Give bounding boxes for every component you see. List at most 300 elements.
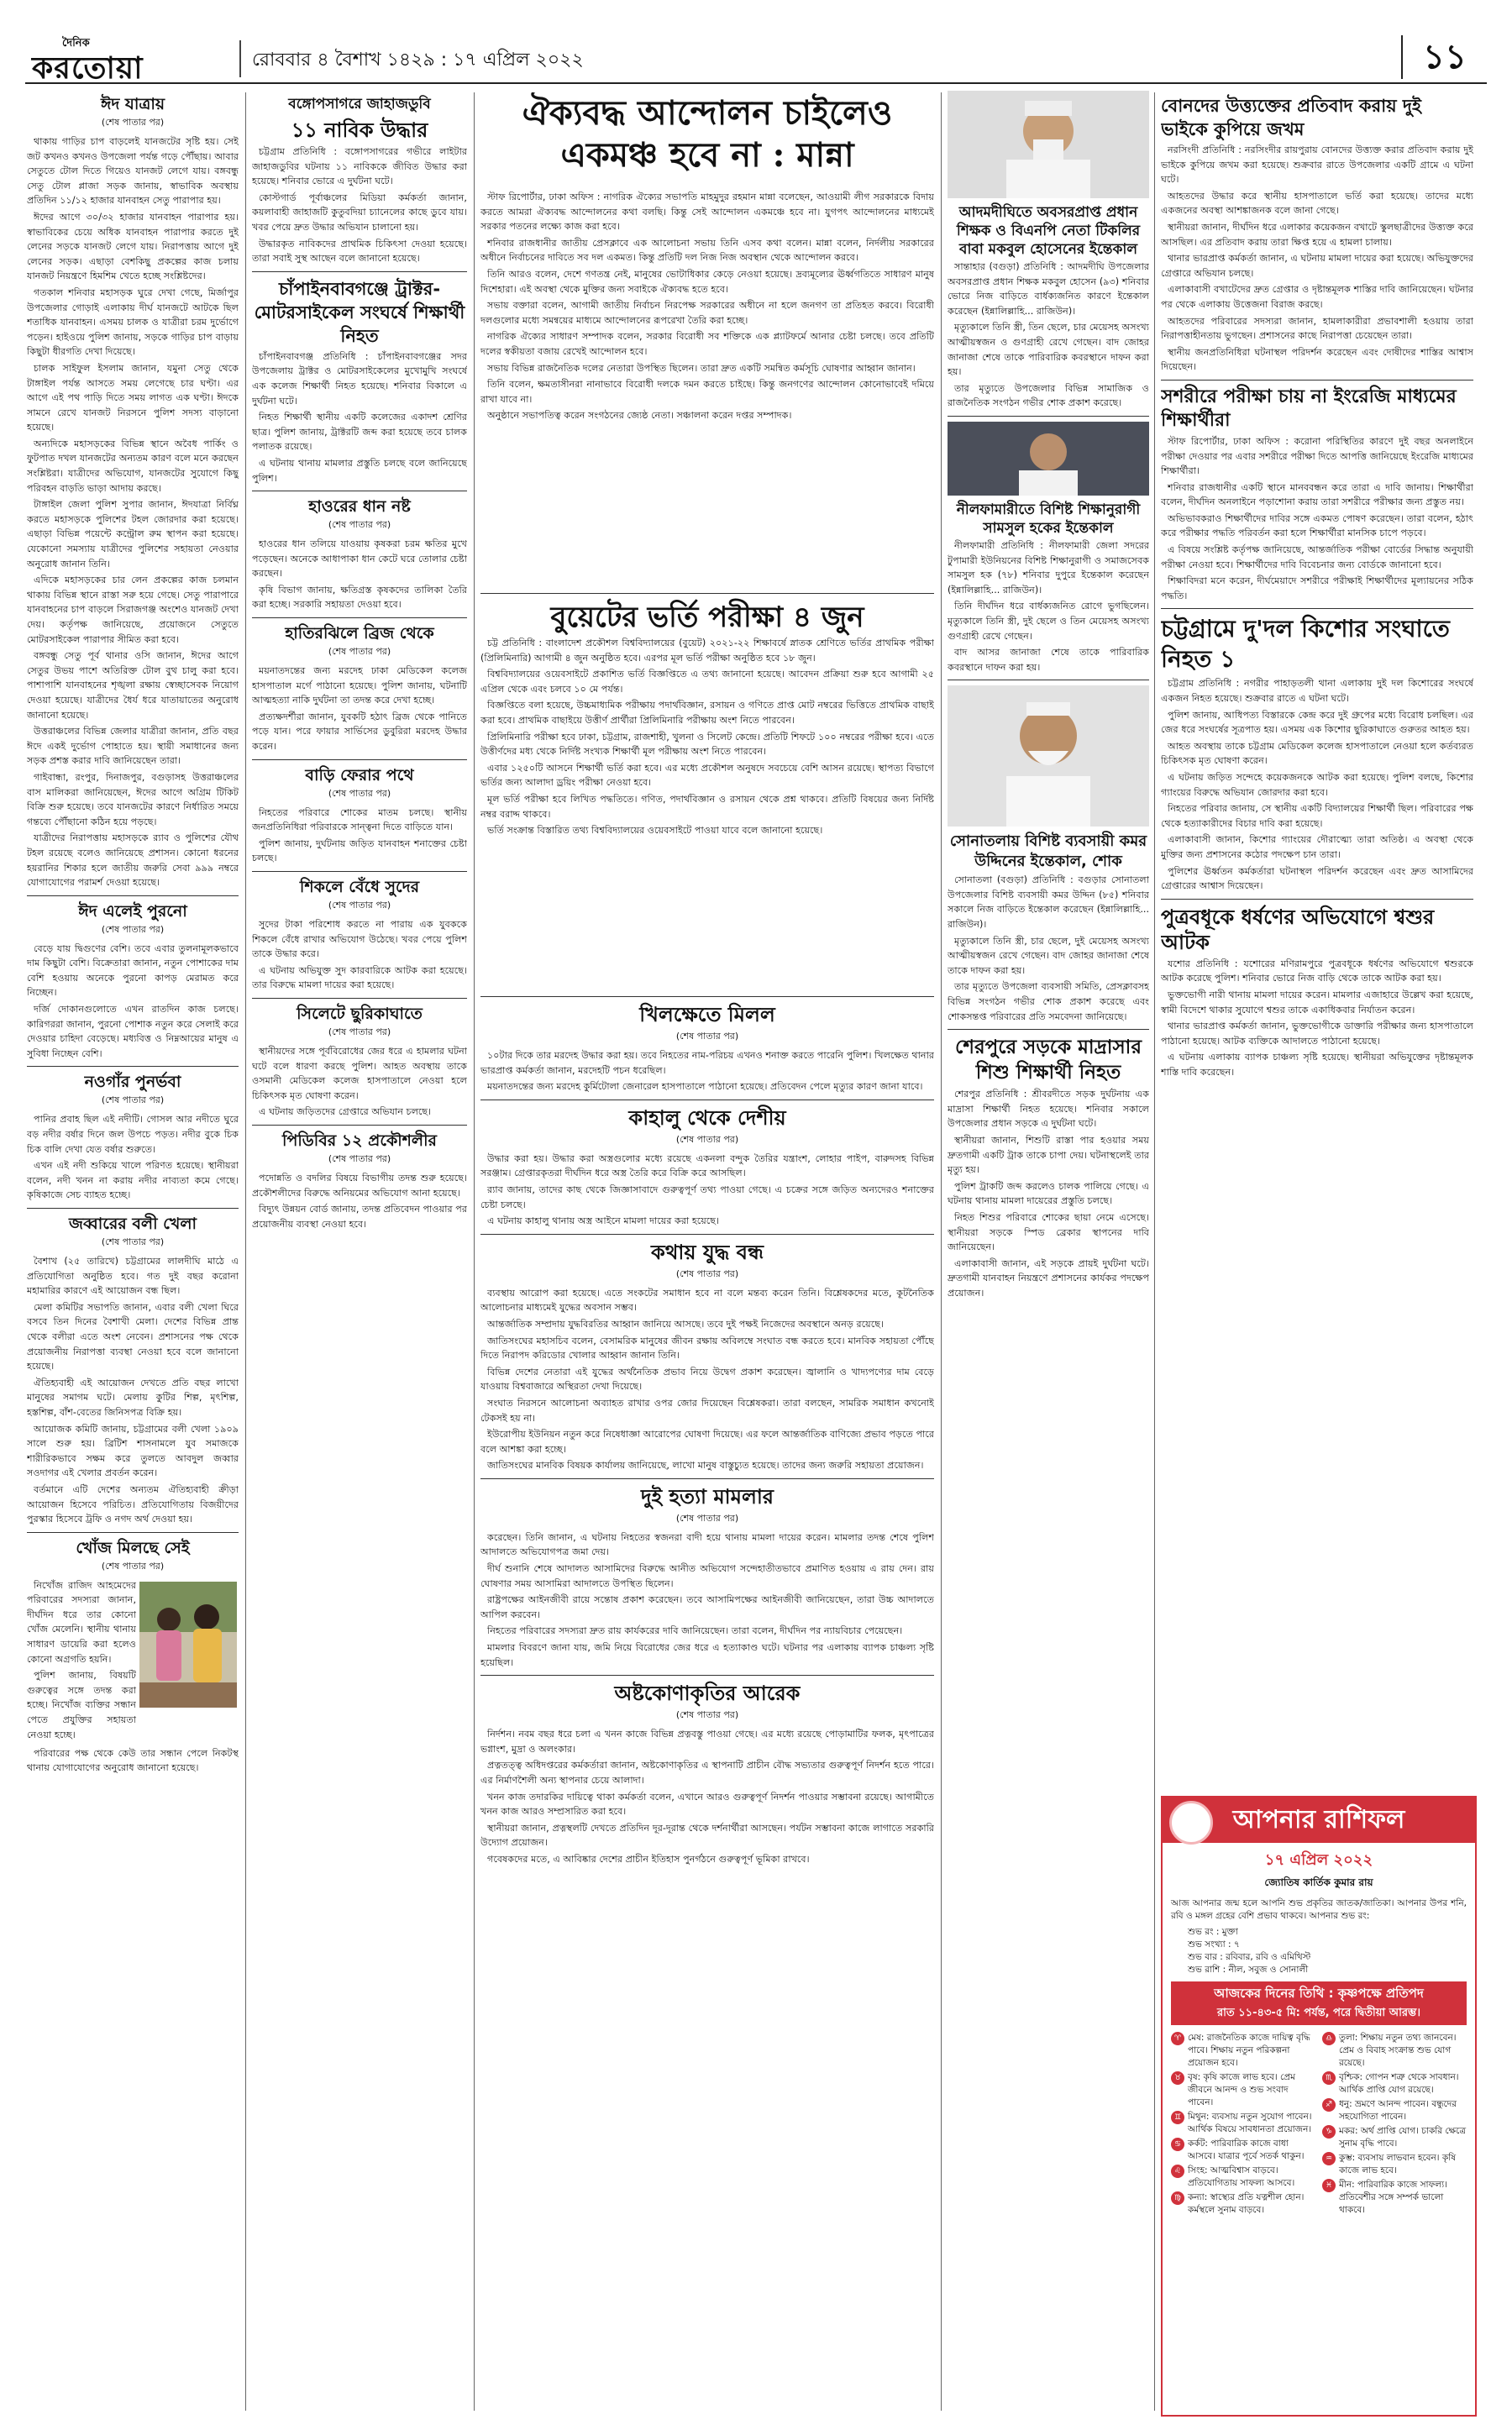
tithi-banner [1171, 1981, 1467, 2025]
continued-label: (শেষ পাতার পর) [328, 646, 391, 658]
divider [480, 996, 934, 997]
paragraph: নরসিংদী প্রতিনিধি : নরসিংদীর রায়পুরায় বোনদের উত্ত্যক্ত করার প্রতিবাদ করায় দুই ভাইকে কুপিয়ে জখম করা হয়েছে। শুক্রবার রাতে উপজেলার একটি গ্রামে এ ঘটনা ঘটে। [1161, 144, 1473, 186]
obituary-article-1 [948, 260, 1149, 411]
divider [948, 416, 1149, 417]
pisces-icon: ♓ [1322, 2179, 1336, 2192]
divider [252, 871, 467, 872]
buet-article-block [480, 588, 934, 983]
divider [1161, 608, 1473, 609]
divider [252, 759, 467, 760]
article-way-home [252, 806, 467, 866]
headline-nilphamari: নীলফামারীতে বিশিষ্ট শিক্ষানুরাগী সামসুল হকের ইন্তেকাল [956, 501, 1141, 537]
paragraph: ১০টার দিকে তার মরদেহ উদ্ধার করা হয়। তবে নিহতের নাম-পরিচয় এখনও শনাক্ত করতে পারেনি পুলিশ। খিলক্ষেত থানার ভারপ্রাপ্ত কর্মকর্তা জানান, মরদেহটি পচন ধরেছিল। [480, 1050, 934, 1076]
divider [252, 271, 467, 272]
divider [480, 1675, 934, 1676]
article-hatirjheel [252, 664, 467, 754]
article-missing-found-2 [27, 1746, 239, 1776]
paragraph: সভায় বক্তারা বলেন, আগামী জাতীয় নির্বাচন নিরপেক্ষ সরকারের অধীনে না হলে জনগণ তা প্রতিহত করবে। বিরোধী দলগুলোর মধ্যে সমন্বয়ের মাধ্যমে আন্দোলনের রূপরেখা তৈরি করা হচ্ছে। [480, 300, 934, 326]
lead-headline-line-1: ঐক্যবদ্ধ আন্দোলন চাইলেও [522, 93, 893, 133]
zodiac-text: মীন: পারিবারিক কাজে সাফল্য। প্রতিবেশীর সঙ্গে সম্পর্ক ভালো থাকবে। [1339, 2180, 1447, 2215]
article-sisters-protest [1161, 143, 1473, 375]
zodiac-grid [1171, 2032, 1467, 2218]
paragraph: ভর্তি সংক্রান্ত বিস্তারিত তথ্য বিশ্ববিদ্যালয়ের ওয়েবসাইটে পাওয়া যাবে বলে জানানো হয়েছে। [487, 825, 823, 837]
paragraph: অনুষ্ঠানে সভাপতিত্ব করেন সংগঠনের জ্যেষ্ঠ নেতা। সঞ্চালনা করেন দপ্তর সম্পাদক। [487, 410, 792, 422]
lucky-value: মুক্তা [1221, 1927, 1238, 1937]
paragraph: এ ঘটনায় অভিযুক্ত সুদ কারবারিকে আটক করা হয়েছে। তার বিরুদ্ধে মামলা দায়ের করা হয়েছে। [252, 964, 467, 991]
zodiac-column-right [1322, 2032, 1467, 2218]
headline-chain-interest: শিকলে বেঁধে সুদের [299, 878, 420, 896]
zodiac-text: কন্যা: স্বাস্থ্যের প্রতি যত্নশীল হোন। কর্মস্থলে সুনাম বাড়বে। [1188, 2192, 1305, 2215]
headline-buet: বুয়েটের ভর্তি পরীক্ষা ৪ জুন [550, 601, 864, 634]
headline-way-home: বাড়ি ফেরার পথে [305, 765, 414, 785]
paragraph: সান্তাহার (বগুড়া) প্রতিনিধি : আদমদীঘি উপজেলার অবসরপ্রাপ্ত প্রধান শিক্ষক মকবুল হোসেন (৯৩) শনিবার ভোরে নিজ বাড়িতে বার্ধক্যজনিত কারণে ইন্তেকাল করেছেন (ইন্নালিল্লাহি... রাজিউন)। [948, 261, 1149, 317]
article-chain-interest [252, 917, 467, 993]
aries-icon: ♈ [1171, 2032, 1184, 2045]
zodiac-entry [1171, 2191, 1315, 2217]
lucky-label: শুভ সংখ্যা [1188, 1939, 1226, 1950]
divider [27, 895, 239, 896]
article-kahalu [480, 1152, 934, 1229]
paragraph: মৃত্যুকালে তিনি স্ত্রী, চার ছেলে, দুই মেয়েসহ অসংখ্য আত্মীয়স্বজন রেখে গেছেন। বাদ জোহর জানাজা শেষে তাকে দাফন করা হয়। [948, 935, 1149, 976]
paragraph: এদিকে মহাসড়কের চার লেন প্রকল্পের কাজ চলমান থাকায় বিভিন্ন স্থানে রাস্তা সরু হয়ে গেছে। সেতু পারাপারে যানবাহনের চাপ বাড়লে সিরাজগঞ্জ অংশেও যানজট দেখা দেয়। কর্তৃপক্ষ জানিয়েছে, প্রয়োজনে সেতুতে মোটরসাইকেল পারাপার সীমিত করা হবে। [27, 575, 239, 645]
paragraph: বিদ্যুৎ উন্নয়ন বোর্ড জানায়, তদন্ত প্রতিবেদন পাওয়ার পর প্রয়োজনীয় ব্যবস্থা নেওয়া হবে। [252, 1204, 467, 1230]
continued-label: (শেষ পাতার পর) [101, 1094, 165, 1106]
horoscope-date: ১৭ এপ্রিল ২০২২ [1264, 1851, 1373, 1869]
sagittarius-icon: ♐ [1322, 2098, 1336, 2112]
paragraph: এ ঘটনায় জড়িতদের গ্রেপ্তারে অভিযান চলছে। [259, 1106, 432, 1118]
paragraph: এলাকাবাসী জানান, এই সড়কে প্রায়ই দুর্ঘটনা ঘটে। দ্রুতগামী যানবাহন নিয়ন্ত্রণে প্রশাসনের কার্যকর পদক্ষেপ প্রয়োজন। [948, 1257, 1149, 1299]
article-nilphamari [948, 538, 1149, 674]
paragraph: ময়নাতদন্তের জন্য মরদেহ কুর্মিটোলা জেনারেল হাসপাতালে পাঠানো হয়েছে। প্রতিবেদন পেলে মৃত্যুর কারণ জানা যাবে। [487, 1081, 923, 1093]
headline-chapai-accident: চাঁপাইনবাবগঞ্জে ট্রাক্টর-মোটরসাইকেল সংঘর্ষে শিক্ষার্থী নিহত [254, 278, 465, 346]
headline-pdb-engineers: পিডিবির ১২ প্রকৌশলীর [282, 1131, 437, 1150]
headline-english-medium: সশরীরে পরীক্ষা চায় না ইংরেজি মাধ্যমের শিক্ষার্থীরা [1161, 386, 1457, 431]
portrait-elderly-man [948, 91, 1149, 198]
paragraph: সভায় বিভিন্ন রাজনৈতিক দলের নেতারা উপস্থিত ছিলেন। তারা দ্রুত একটি সমন্বিত কর্মসূচি ঘোষণার আহ্বান জানান। [487, 362, 916, 374]
paragraph: প্রিলিমিনারি পরীক্ষা হবে ঢাকা, চট্টগ্রাম, রাজশাহী, খুলনা ও সিলেট কেন্দ্রে। প্রতিটি শিফটে ১০০ নম্বরের পরীক্ষা হবে। এতে উত্তীর্ণদের মধ্য থেকে নির্দিষ্ট সংখ্যক শিক্ষার্থী মূল পরীক্ষায় অংশ নিতে পারবেন। [480, 731, 934, 758]
article-sherpur [948, 1087, 1149, 1300]
paragraph: এ ঘটনায় কাহালু থানায় অস্ত্র আইনে মামলা দায়ের করা হয়েছে। [487, 1215, 720, 1227]
paragraph: নিহতের পরিবার জানায়, সে স্থানীয় একটি বিদ্যালয়ের শিক্ষার্থী ছিল। পরিবারের পক্ষ থেকে হত্যাকারীদের বিচার দাবি করা হয়েছে। [1161, 803, 1473, 829]
paragraph: মেলা কমিটির সভাপতি জানান, এবার বলী খেলা ঘিরে বসবে তিন দিনের বৈশাখী মেলা। দেশের বিভিন্ন প্রান্ত থেকে বলীরা এতে অংশ নেবেন। প্রশাসনের পক্ষ থেকে প্রয়োজনীয় নিরাপত্তা ব্যবস্থা নেওয়া হবে বলে জানানো হয়েছে। [27, 1301, 239, 1372]
continued-label: (শেষ পাতার পর) [328, 1026, 391, 1037]
zodiac-entry [1322, 2125, 1467, 2150]
paragraph: সুদের টাকা পরিশোধ করতে না পারায় এক যুবককে শিকলে বেঁধে রাখার অভিযোগ উঠেছে। খবর পেয়ে পুলিশ তাকে উদ্ধার করে। [252, 919, 467, 960]
paragraph: শনিবার রাজধানীর জাতীয় প্রেসক্লাবে এক আলোচনা সভায় তিনি এসব কথা বলেন। মান্না বলেন, নির্দলীয় সরকারের অধীনে নির্বাচনের দাবিতে সব দল একমত। কিন্তু প্রতিটি দল নিজ নিজ অবস্থান থেকে আন্দোলন করবে। [480, 237, 934, 264]
paragraph: শেরপুর প্রতিনিধি : শ্রীবরদীতে সড়ক দুর্ঘটনায় এক মাদ্রাসা শিক্ষার্থী নিহত হয়েছে। শনিবার সকালে উপজেলার প্রধান সড়কে এ দুর্ঘটনা ঘটে। [948, 1089, 1149, 1130]
divider [252, 1125, 467, 1126]
zodiac-column-left [1171, 2032, 1315, 2218]
continued-label: (শেষ পাতার পর) [328, 1152, 391, 1164]
headline-chittagong-teen: চট্টগ্রামে দু'দল কিশোর সংঘাতে নিহত ১ [1161, 615, 1450, 674]
paragraph: শনিবার রাজধানীর একটি স্থানে মানববন্ধন করে তারা এ দাবি জানায়। শিক্ষার্থীরা বলেন, দীর্ঘদিন অনলাইনে পড়াশোনা করায় তারা সশরীরে পরীক্ষার জন্য প্রস্তুত নয়। [1161, 481, 1473, 508]
column-5 [948, 91, 1149, 2417]
paragraph: সংঘাত নিরসনে আলোচনা অব্যাহত রাখার ওপর জোর দিয়েছেন বিশ্লেষকরা। তারা বলছেন, সামরিক সমাধান কখনোই টেকসই হয় না। [480, 1397, 934, 1424]
paragraph: পানির প্রবাহ ছিল এই নদীটি। গোসল আর নদীতে ঘুরে বড় নদীর বর্ষার দিনে জল উপচে পড়ত। নদীর বুকে চিক চিক বালি দেখা যেত বর্ষার শুরুতে। [27, 1114, 239, 1155]
paragraph: অভিভাবকরাও শিক্ষার্থীদের দাবির সঙ্গে একমত পোষণ করেছেন। তারা বলেন, হঠাৎ করে পরীক্ষার পদ্ধতি পরিবর্তন করা হলে শিক্ষার্থীরা মানসিক চাপে পড়বে। [1161, 512, 1473, 539]
paragraph: নির্দশন। নবম বছর ধরে চলা এ খনন কাজে বিভিন্ন প্রত্নবস্তু পাওয়া গেছে। এর মধ্যে রয়েছে পোড়ামাটির ফলক, মৃৎপাত্রের ভগ্নাংশ, মুদ্রা ও অলংকার। [480, 1729, 934, 1755]
continued-label: (শেষ পাতার পর) [328, 787, 391, 799]
zodiac-entry [1171, 2071, 1315, 2109]
center-continuations [480, 991, 934, 2411]
paragraph: নিহত শিক্ষার্থী স্থানীয় একটি কলেজের একাদশ শ্রেণির ছাত্র। পুলিশ জানায়, ট্রাক্টরটি জব্দ করা হয়েছে তবে চালক পলাতক রয়েছে। [252, 412, 467, 453]
headline-octagonal: অষ্টকোণাকৃতির আরেক [614, 1682, 801, 1706]
lucky-label: শুভ রাশি [1188, 1965, 1221, 1975]
continued-label: (শেষ পাতার পর) [101, 1236, 165, 1247]
continued-label: (শেষ পাতার পর) [101, 1560, 165, 1572]
headline-khilkhet: খিলক্ষেতে মিলল [639, 1003, 775, 1026]
headline-two-murder: দুই হত্যা মামলার [641, 1484, 774, 1509]
paragraph: ব্যবস্থায় আরোপ করা হয়েছে। এতে সংকটের সমাধান হবে না বলে মন্তব্য করেন তিনি। বিশ্লেষকদের মতে, কূটনৈতিক আলোচনার মাধ্যমেই যুদ্ধের অবসান সম্ভব। [480, 1287, 934, 1314]
paragraph: চাঁপাইনবাবগঞ্জ প্রতিনিধি : চাঁপাইনবাবগঞ্জের সদর উপজেলায় ট্রাক্টর ও মোটরসাইকেলের মুখোমুখি সংঘর্ষে এক কলেজ শিক্ষার্থী নিহত হয়েছে। শনিবার বিকালে এ দুর্ঘটনা ঘটে। [252, 350, 467, 407]
article-pdb-engineers [252, 1171, 467, 1231]
column-rule [474, 92, 475, 2411]
paragraph: নীলফামারী প্রতিনিধি : নীলফামারী জেলা সদরের টুপামারী ইউনিয়নের বিশিষ্ট শিক্ষানুরাগী ও সমাজসেবক সামসুল হক (৭৮) শনিবার দুপুরে ইন্তেকাল করেছেন (ইন্নালিল্লাহি... রাজিউন)। [948, 539, 1149, 596]
missing-children-photo [139, 1582, 237, 1708]
horoscope-content [1171, 1848, 1467, 2218]
zodiac-text: তুলা: শিক্ষায় নতুন তথ্য জানবেন। প্রেম ও বিবাহ সংক্রান্ত শুভ যোগ রয়েছে। [1339, 2033, 1457, 2068]
continued-label: (শেষ পাতার পর) [328, 519, 391, 531]
divider [480, 1234, 934, 1235]
paragraph: বিশ্ববিদ্যালয়ের ওয়েবসাইটে প্রকাশিত ভর্তি বিজ্ঞপ্তিতে এ তথ্য জানানো হয়েছে। আবেদন প্রক্রিয়া শুরু হবে আগামী ২৫ এপ্রিল থেকে এবং চলবে ১০ মে পর্যন্ত। [480, 669, 934, 695]
zodiac-entry [1322, 2179, 1467, 2217]
lucky-list [1188, 1926, 1467, 1976]
article-father-in-law [1161, 957, 1473, 1080]
paragraph: তিনি আরও বলেন, দেশে গণতন্ত্র নেই, মানুষের ভোটাধিকার কেড়ে নেওয়া হয়েছে। দ্রব্যমূল্যের ঊর্ধ্বগতিতে সাধারণ মানুষ দিশেহারা। এই অবস্থা থেকে মুক্তির জন্য সবাইকে ঐক্যবদ্ধ হতে হবে। [480, 268, 934, 295]
cancer-icon: ♋ [1171, 2138, 1184, 2151]
tithi-time: রাত ১১-৪৩-৫ মি: পর্যন্ত, পরে দ্বিতীয়া আরম্ভ। [1217, 2007, 1420, 2019]
headline-hatirjheel: হাতিরঝিলে ব্রিজ থেকে [285, 624, 434, 643]
paragraph: স্টাফ রিপোর্টার, ঢাকা অফিস : নাগরিক ঐক্যের সভাপতি মাহমুদুর রহমান মান্না বলেছেন, আওয়ামী লীগ সরকারকে বিদায় করতে আমরা ঐক্যবদ্ধ আন্দোলনের কথা বলছি। কিন্তু সেই আন্দোলন একমঞ্চে হবে না। যুগপৎ আন্দোলনের মাধ্যমেই সরকার পতনের লক্ষ্যে কাজ করা হবে। [480, 192, 934, 233]
paragraph: ময়নাতদন্তের জন্য মরদেহ ঢাকা মেডিকেল কলেজ হাসপাতাল মর্গে পাঠানো হয়েছে। পুলিশ জানায়, ঘটনাটি আত্মহত্যা নাকি দুর্ঘটনা তা তদন্ত করে দেখা হচ্ছে। [252, 665, 467, 706]
article-buet [480, 636, 934, 838]
gemini-icon: ♊ [1171, 2111, 1184, 2124]
paragraph: প্রত্নতত্ত্ব অধিদপ্তরের কর্মকর্তারা জানান, অষ্টকোণাকৃতির এ স্থাপনাটি প্রাচীন বৌদ্ধ সভ্যতার গুরুত্বপূর্ণ নিদর্শন হতে পারে। এর নির্মাণশৈলী অন্য স্থাপনার চেয়ে আলাদা। [480, 1760, 934, 1786]
zodiac-entry [1171, 2111, 1315, 2136]
article-jabbar-boli [27, 1254, 239, 1527]
kicker-ship-sink: বঙ্গোপসাগরে জাহাজডুবি [288, 96, 431, 113]
paragraph: আন্তর্জাতিক সম্প্রদায় যুদ্ধবিরতির আহ্বান জানিয়ে আসছে। তবে দুই পক্ষই নিজেদের অবস্থানে অনড় রয়েছে। [487, 1318, 885, 1330]
paragraph: বিভিন্ন দেশের নেতারা এই যুদ্ধের অর্থনৈতিক প্রভাব নিয়ে উদ্বেগ প্রকাশ করেছেন। জ্বালানি ও খাদ্যপণ্যের দাম বেড়ে যাওয়ায় বিশ্ববাজারে অস্থিরতা দেখা দিয়েছে। [480, 1366, 934, 1393]
headline-eid-journey: ঈদ যাত্রায় [100, 95, 165, 113]
masthead [25, 34, 1487, 84]
divider [27, 1066, 239, 1067]
article-chapai-accident [252, 349, 467, 485]
paragraph: নিহতের পরিবারের সদস্যরা দ্রুত রায় কার্যকরের দাবি জানিয়েছেন। তারা বলেন, দীর্ঘদিন পর ন্যায়বিচার পেয়েছেন। [487, 1625, 903, 1637]
paragraph: দর্জি দোকানগুলোতে এখন রাতদিন কাজ চলছে। কারিগররা জানান, পুরনো পোশাক নতুন করে সেলাই করে দেওয়ার চাহিদা বেড়েছে। মধ্যবিত্ত ও নিম্নআয়ের মানুষ এ সুবিধা নিচ্ছেন বেশি। [27, 1004, 239, 1059]
lucky-label: শুভ বার [1188, 1952, 1217, 1962]
paragraph: উদ্ধার করা হয়। উদ্ধার করা অস্ত্রগুলোর মধ্যে রয়েছে একনলা বন্দুক তৈরির যন্ত্রাংশ, লোহার পাইপ, বারুদসহ বিভিন্ন সরঞ্জাম। গ্রেপ্তারকৃতরা দীর্ঘদিন ধরে অস্ত্র তৈরি করে বিক্রি করে আসছিল। [480, 1152, 934, 1179]
horoscope-box [1161, 1796, 1477, 2417]
divider [948, 1029, 1149, 1030]
divider [480, 593, 934, 594]
paragraph: প্রত্যক্ষদর্শীরা জানান, যুবকটি হঠাৎ ব্রিজ থেকে পানিতে পড়ে যান। পরে ফায়ার সার্ভিসের ডুবুরিরা মরদেহ উদ্ধার করেন। [252, 711, 467, 753]
obituary-photo-2 [948, 422, 1149, 497]
paragraph: তার মৃত্যুতে উপজেলা ব্যবসায়ী সমিতি, প্রেসক্লাবসহ বিভিন্ন সংগঠন গভীর শোক প্রকাশ করেছে এবং শোকসন্তপ্ত পরিবারের প্রতি সমবেদনা জানিয়েছে। [948, 981, 1149, 1022]
paragraph: গতকাল শনিবার মহাসড়ক ঘুরে দেখা গেছে, মির্জাপুর উপজেলার গোড়াই এলাকায় দীর্ঘ যানজটে আটকে ছিল শতাধিক যানবাহন। এসময় চালক ও যাত্রীরা চরম দুর্ভোগে পড়েন। হাইওয়ে পুলিশ জানায়, সড়কে গাড়ির চাপ বাড়ায় কিছুটা ধীরগতি দেখা দিয়েছে। [27, 286, 239, 358]
paragraph: আহতদের উদ্ধার করে স্থানীয় হাসপাতালে ভর্তি করা হয়েছে। তাদের মধ্যে একজনের অবস্থা আশঙ্কাজনক বলে জানা গেছে। [1161, 190, 1473, 217]
article-ship-sink [252, 144, 467, 266]
tithi-title: আজকের দিনের তিথি : কৃষ্ণপক্ষে প্রতিপদ [1214, 1986, 1424, 2001]
paragraph: যাত্রীদের নিরাপত্তায় মহাসড়কে র‍্যাব ও পুলিশের যৌথ টহল রয়েছে বলেও জানিয়েছে প্রশাসন। কোনো ধরনের হয়রানির শিকার হলে জাতীয় জরুরি সেবা ৯৯৯ নম্বরে যোগাযোগের পরামর্শ দেওয়া হয়েছে। [27, 832, 239, 889]
paragraph: নাগরিক ঐক্যের সাধারণ সম্পাদক বলেন, সরকার বিরোধী সব শক্তিকে এক প্ল্যাটফর্মে আনার চেষ্টা চলছে। তবে প্রতিটি দলের স্বকীয়তা বজায় রেখেই আন্দোলন হবে। [480, 331, 934, 357]
paragraph: এলাকাবাসী বখাটেদের দ্রুত গ্রেপ্তার ও দৃষ্টান্তমূলক শাস্তির দাবি জানিয়েছেন। ঘটনার পর থেকে এলাকায় উত্তেজনা বিরাজ করছে। [1161, 284, 1473, 310]
lucky-value: নীল, সবুজ ও সোনালী [1228, 1965, 1309, 1975]
paragraph: থানার ভারপ্রাপ্ত কর্মকর্তা জানান, এ ঘটনায় মামলা দায়ের করা হয়েছে। অভিযুক্তদের গ্রেপ্তারে অভিযান চলছে। [1161, 253, 1473, 279]
horoscope-intro: আজ আপনার জন্ম হলে আপনি শুভ প্রকৃতির জাতক/জাতিকা। আপনার উপর শনি, রবি ও মঙ্গল গ্রহের বেশি প্রভাব থাকবে। আপনার শুভ রং: [1171, 1898, 1467, 1921]
paragraph: মামলার বিবরণে জানা যায়, জমি নিয়ে বিরোধের জের ধরে এ হত্যাকাণ্ড ঘটে। ঘটনার পর এলাকায় ব্যাপক চাঞ্চল্য সৃষ্টি হয়েছিল। [480, 1642, 934, 1668]
headline-naogaon-river: নওগাঁর পুনর্ভবা [84, 1073, 181, 1092]
paragraph: এ বিষয়ে সংশ্লিষ্ট কর্তৃপক্ষ জানিয়েছে, আন্তর্জাতিক পরীক্ষা বোর্ডের সিদ্ধান্ত অনুযায়ী পরীক্ষা নেওয়া হবে। শিক্ষার্থীদের দাবি বিবেচনার জন্য বোর্ডকে জানানো হবে। [1161, 544, 1473, 570]
paragraph: অন্যদিকে মহাসড়কের বিভিন্ন স্থানে অবৈধ পার্কিং ও ফুটপাত দখল যানজটের অন্যতম কারণ বলে মনে করছেন সংশ্লিষ্টরা। যাত্রীদের অভিযোগ, যানজটের সুযোগে কিছু পরিবহন বাড়তি ভাড়া আদায় করছে। [27, 438, 239, 494]
paragraph: ঈদের আগে ৩০/৩২ হাজার যানবাহন পারাপার হয়। স্বাভাবিকের চেয়ে অধিক যানবাহন পারাপার করতে দুই লেনের সড়কে যানজট লেগে যায়। নিরাপত্তায় আগে দুই লেনের সড়ক। এছাড়া বেশকিছু প্রকল্পের কাজ চলায় যানজট নিয়ন্ত্রণে হিমশিম খেতে হচ্ছে সংশ্লিষ্টদের। [27, 211, 239, 282]
children-photo-image [139, 1582, 237, 1708]
logo-text: করতোয়া [32, 50, 144, 86]
zodiac-text: কুম্ভ: ব্যবসায় লাভবান হবেন। কৃষি কাজে লাভ হবে। [1339, 2153, 1457, 2175]
headline-eid-old: ঈদ এলেই পুরনো [78, 901, 187, 921]
paragraph: স্টাফ রিপোর্টার, ঢাকা অফিস : করোনা পরিস্থিতির কারণে দুই বছর অনলাইনে পরীক্ষা দেওয়ার পর এবার সশরীরে পরীক্ষা দিতে আপত্তি জানিয়েছে ইংরেজি মাধ্যমের শিক্ষার্থীরা। [1161, 435, 1473, 477]
newspaper-logo [32, 35, 217, 86]
paragraph: কোস্টগার্ড পূর্বাঞ্চলের মিডিয়া কর্মকর্তা জানান, কয়লাবাহী জাহাজটি কুতুবদিয়া চ্যানেলের কাছে ডুবে যায়। খবর পেয়ে দ্রুত উদ্ধার অভিযান চালানো হয়। [252, 192, 467, 233]
lead-headline-block [480, 92, 934, 185]
article-sonatola [948, 873, 1149, 1024]
headline-father-in-law: পুত্রবধূকে ধর্ষণের অভিযোগে শ্বশুর আটক [1161, 905, 1435, 954]
paragraph: বঙ্গবন্ধু সেতু পূর্ব থানার ওসি জানান, ঈদের আগে সেতুর উভয় পাশে অতিরিক্ত টোল বুথ চালু করা হবে। পাশাপাশি যানবাহনের শৃঙ্খলা রক্ষায় স্বেচ্ছাসেবক নিয়োগ দেওয়া হয়েছে। যাত্রীদের ধৈর্য ধরে যাতায়াতের অনুরোধ জানানো হয়েছে। [27, 650, 239, 721]
column-6 [1161, 91, 1473, 1789]
leo-icon: ♌ [1171, 2165, 1184, 2178]
paragraph: ঐতিহ্যবাহী এই আয়োজন দেখতে প্রতি বছর লাখো মানুষের সমাগম ঘটে। মেলায় কুটির শিল্প, মৃৎশিল্প, হস্তশিল্প, বাঁশ-বেতের জিনিসপত্র বিক্রি হয়। [27, 1377, 239, 1418]
zodiac-entry [1322, 2032, 1467, 2070]
continued-label: (শেষ পাতার পর) [101, 923, 165, 935]
column-2 [252, 91, 467, 2417]
continued-label: (শেষ পাতার পর) [675, 1133, 739, 1145]
horoscope-astrologer: জ্যোতিষ কার্তিক কুমার রায় [1264, 1876, 1373, 1888]
column-rule [1154, 92, 1155, 2411]
continued-label: (শেষ পাতার পর) [675, 1031, 739, 1042]
divider [480, 1478, 934, 1479]
paragraph: শিক্ষাবিদরা মনে করেন, দীর্ঘমেয়াদে সশরীরে পরীক্ষাই শিক্ষার্থীদের মূল্যায়নের সঠিক পদ্ধতি। [1161, 575, 1473, 601]
divider [1161, 380, 1473, 381]
obituary-caption-1: আদমদীঘিতে অবসরপ্রাপ্ত প্রধান শিক্ষক ও বিএনপি নেতা টিকলির বাবা মকবুল হোসেনের ইন্তেকাল [956, 204, 1141, 258]
zodiac-text: মেষ: রাজনৈতিক কাজে দায়িত্ব বৃদ্ধি পাবে। শিক্ষায় নতুন পরিকল্পনা প্রয়োজন হবে। [1188, 2033, 1310, 2068]
paragraph: চট্ট প্রতিনিধি : বাংলাদেশ প্রকৌশল বিশ্ববিদ্যালয়ের (বুয়েট) ২০২১-২২ শিক্ষাবর্ষে স্নাতক শ্রেণিতে ভর্তির প্রাথমিক পরীক্ষা (প্রিলিমিনারি) আগামী ৪ জুন অনুষ্ঠিত হবে। এরপর মূল ভর্তি পরীক্ষা অনুষ্ঠিত হবে ১৮ জুন। [480, 638, 934, 664]
paragraph: এ ঘটনায় থানায় মামলার প্রস্তুতি চলছে বলে জানিয়েছে পুলিশ। [252, 457, 467, 484]
paragraph: চট্টগ্রাম প্রতিনিধি : নগরীর পাহাড়তলী থানা এলাকায় দুই দল কিশোরের সংঘর্ষে একজন নিহত হয়েছে। শুক্রবার রাতে এ ঘটনা ঘটে। [1161, 678, 1473, 705]
headline-sherpur: শেরপুরে সড়কে মাদ্রাসার শিশু শিক্ষার্থী নিহত [955, 1037, 1142, 1084]
paragraph: তিনি দীর্ঘদিন ধরে বার্ধক্যজনিত রোগে ভুগছিলেন। মৃত্যুকালে তিনি স্ত্রী, দুই ছেলে ও তিন মেয়েসহ অসংখ্য গুণগ্রাহী রেখে গেছেন। [948, 601, 1149, 642]
article-octagonal [480, 1727, 934, 1866]
zodiac-entry [1171, 2032, 1315, 2070]
zodiac-text: সিংহ: আত্মবিশ্বাস বাড়বে। প্রতিযোগিতায় সাফল্য আসবে। [1188, 2165, 1295, 2188]
zodiac-text: বৃশ্চিক: গোপন শত্রু থেকে সাবধান। আর্থিক প্রাপ্তি যোগ রয়েছে। [1339, 2072, 1459, 2095]
headline-haor-paddy: হাওরের ধান নষ্ট [308, 497, 411, 517]
continued-label: (শেষ পাতার পর) [101, 117, 165, 128]
paragraph: আহত অবস্থায় তাকে চট্টগ্রাম মেডিকেল কলেজ হাসপাতালে নেওয়া হলে কর্তব্যরত চিকিৎসক মৃত ঘোষণা করেন। [1161, 740, 1473, 767]
lucky-item: শুভ রাশি : নীল, সবুজ ও সোনালী [1188, 1965, 1309, 1975]
paragraph: মৃত্যুকালে তিনি স্ত্রী, তিন ছেলে, চার মেয়েসহ অসংখ্য আত্মীয়স্বজন ও গুণগ্রাহী রেখে গেছেন। বাদ জোহর জানাজা শেষে তাকে পারিবারিক কবরস্থানে দাফন করা হয়। [948, 322, 1149, 378]
paragraph: পুলিশ জানায়, আধিপত্য বিস্তারকে কেন্দ্র করে দুই গ্রুপের মধ্যে বিরোধ চলছিল। এর জের ধরে সংঘর্ষের সূত্রপাত হয়। এসময় এক কিশোর ছুরিকাঘাতে গুরুতর আহত হয়। [1161, 709, 1473, 736]
paragraph: গবেষকদের মতে, এ আবিষ্কার দেশের প্রাচীন ইতিহাস পুনর্গঠনে গুরুত্বপূর্ণ ভূমিকা রাখবে। [487, 1853, 810, 1865]
paragraph: গাইবান্ধা, রংপুর, দিনাজপুর, বগুড়াসহ উত্তরাঞ্চলের বাস মালিকরা জানিয়েছেন, ঈদের আগে অগ্রিম টিকিট বিক্রি শুরু হয়েছে। তবে যানজটের কারণে নির্ধারিত সময়ে গন্তব্যে পৌঁছানো কঠিন হয়ে পড়ছে। [27, 771, 239, 827]
headline-kahalu: কাহালু থেকে দেশীয় [628, 1105, 786, 1130]
paragraph: বৈশাখ (২৫ তারিখে) চট্টগ্রামের লালদীঘি মাঠে এ প্রতিযোগিতা অনুষ্ঠিত হবে। গত দুই বছর করোনা মহামারির কারণে এই আয়োজন বন্ধ ছিল। [27, 1256, 239, 1297]
portrait-bearded-man [948, 685, 1149, 827]
obituary-photo-1 [948, 91, 1149, 200]
horoscope-title: আপনার রাশিফল [1232, 1805, 1405, 1834]
paragraph: স্থানীয়রা জানান, প্রত্নস্থলটি দেখতে প্রতিদিন দূর-দূরান্ত থেকে দর্শনার্থীরা আসছেন। পর্যটন সম্ভাবনা কাজে লাগাতে সরকারি উদ্যোগ প্রয়োজন। [480, 1822, 934, 1849]
paragraph: স্থানীয়রা জানান, দীর্ঘদিন ধরে এলাকার কয়েকজন বখাটে স্কুলছাত্রীদের উত্ত্যক্ত করে আসছিল। এর প্রতিবাদ করায় তারা ক্ষিপ্ত হয়ে এ হামলা চালায়। [1161, 221, 1473, 248]
column-1 [27, 91, 239, 2417]
paragraph: এলাকাবাসী জানান, কিশোর গ্যাংয়ের দৌরাত্ম্যে তারা অতিষ্ঠ। এ অবস্থা থেকে মুক্তির জন্য প্রশাসনের কঠোর পদক্ষেপ চান তারা। [1161, 834, 1473, 860]
paragraph: এবার ১২৫০টি আসনে শিক্ষার্থী ভর্তি করা হবে। এর মধ্যে প্রকৌশল অনুষদে সবচেয়ে বেশি আসন রয়েছে। স্থাপত্য বিভাগে ভর্তির জন্য আলাদা ড্রয়িং পরীক্ষা নেওয়া হবে। [480, 762, 934, 789]
paragraph: আয়োজক কমিটি জানায়, চট্টগ্রামের বলী খেলা ১৯০৯ সালে শুরু হয়। ব্রিটিশ শাসনামলে যুব সমাজকে শারীরিকভাবে সক্ষম করে তুলতে আবদুল জব্বার সওদাগর এই খেলার প্রবর্তন করেন। [27, 1423, 239, 1479]
paragraph: পদোন্নতি ও বদলির বিষয়ে বিভাগীয় তদন্ত শুরু হয়েছে। প্রকৌশলীদের বিরুদ্ধে অনিয়মের অভিযোগ আনা হয়েছে। [252, 1172, 467, 1199]
zodiac-text: ধনু: ভ্রমণে আনন্দ পাবেন। বন্ধুদের সহযোগিতা পাবেন। [1339, 2099, 1457, 2122]
paragraph: উদ্ধারকৃত নাবিকদের প্রাথমিক চিকিৎসা দেওয়া হয়েছে। তারা সবাই সুস্থ আছেন বলে জানানো হয়েছে। [252, 238, 467, 265]
paragraph: সোনাতলা (বগুড়া) প্রতিনিধি : বগুড়ার সোনাতলা উপজেলার বিশিষ্ট ব্যবসায়ী কমর উদ্দিন (৮৫) শনিবার সকালে নিজ বাড়িতে ইন্তেকাল করেছেন (ইন্নালিল্লাহি... রাজিউন)। [948, 874, 1149, 931]
paragraph: এখন এই নদী শুকিয়ে খালে পরিণত হয়েছে। স্থানীয়রা বলেন, নদী খনন না করায় নদীর নাব্যতা কমে গেছে। কৃষিকাজে সেচ ব্যাহত হচ্ছে। [27, 1160, 239, 1201]
column-rule [941, 92, 942, 2411]
article-eid-journey [27, 134, 239, 890]
paragraph: এ ঘটনায় এলাকায় ব্যাপক চাঞ্চল্য সৃষ্টি হয়েছে। স্থানীয়রা অভিযুক্তের দৃষ্টান্তমূলক শাস্তি দাবি করেছেন। [1161, 1052, 1473, 1078]
paragraph: যশোর প্রতিনিধি : যশোরের মণিরামপুরে পুত্রবধূকে ধর্ষণের অভিযোগে শ্বশুরকে আটক করেছে পুলিশ। শনিবার ভোরে নিজ বাড়ি থেকে তাকে আটক করা হয়। [1161, 958, 1473, 984]
paragraph: পুলিশ ট্রাকটি জব্দ করলেও চালক পালিয়ে গেছে। এ ঘটনায় থানায় মামলা দায়েরের প্রস্তুতি চলছে। [948, 1180, 1149, 1207]
paragraph: রাষ্ট্রপক্ষের আইনজীবী রায়ে সন্তোষ প্রকাশ করেছেন। তবে আসামিপক্ষের আইনজীবী জানিয়েছেন, তারা উচ্চ আদালতে আপিল করবেন। [480, 1594, 934, 1620]
paragraph: পরিবারের পক্ষ থেকে কেউ তার সন্ধান পেলে নিকটস্থ থানায় যোগাযোগের অনুরোধ জানানো হয়েছে। [27, 1747, 239, 1774]
portrait-man [948, 422, 1149, 496]
paragraph: উত্তরাঞ্চলের বিভিন্ন জেলার যাত্রীরা জানান, প্রতি বছর ঈদে একই দুর্ভোগ পোহাতে হয়। স্থায়ী সমাধানের জন্য সড়ক প্রশস্ত করার দাবি জানিয়েছেন তারা। [27, 726, 239, 767]
zodiac-entry [1322, 2152, 1467, 2177]
divider [27, 1532, 239, 1533]
logo-small-text: দৈনিক [62, 37, 90, 50]
article-naogaon-river [27, 1112, 239, 1203]
headline-sisters-protest: বোনদের উত্ত্যক্তের প্রতিবাদ করায় দুই ভাইকে কুপিয়ে জখম [1161, 96, 1421, 139]
paragraph: দীর্ঘ শুনানি শেষে আদালত আসামিদের বিরুদ্ধে আনীত অভিযোগ সন্দেহাতীতভাবে প্রমাণিত হওয়ায় এ রায় দেন। রায় ঘোষণার সময় আসামিরা আদালতে উপস্থিত ছিলেন। [480, 1563, 934, 1589]
libra-icon: ♎ [1322, 2032, 1336, 2045]
paragraph: নিহতের পরিবারে শোকের মাতম চলছে। স্থানীয় জনপ্রতিনিধিরা পরিবারকে সান্ত্বনা দিতে বাড়িতে যান। [252, 806, 467, 833]
article-sylhet-stab [252, 1044, 467, 1120]
article-war-stop [480, 1286, 934, 1473]
zodiac-entry [1171, 2138, 1315, 2163]
divider [252, 998, 467, 999]
paragraph: নিহত শিশুর পরিবারে শোকের ছায়া নেমে এসেছে। স্থানীয়রা সড়কে স্পিড ব্রেকার স্থাপনের দাবি জানিয়েছেন। [948, 1211, 1149, 1253]
paragraph: থানার ভারপ্রাপ্ত কর্মকর্তা জানান, ভুক্তভোগীকে ডাক্তারি পরীক্ষার জন্য হাসপাতালে পাঠানো হয়েছে। আটক ব্যক্তিকে আদালতে পাঠানো হয়েছে। [1161, 1021, 1473, 1047]
zodiac-text: মকর: অর্থ প্রাপ্তি যোগ। চাকরি ক্ষেত্রে সুনাম বৃদ্ধি পাবে। [1339, 2126, 1467, 2149]
paragraph: এ ঘটনায় জড়িত সন্দেহে কয়েকজনকে আটক করা হয়েছে। পুলিশ বলছে, কিশোর গ্যাংয়ের বিরুদ্ধে অভিযান জোরদার করা হবে। [1161, 772, 1473, 798]
article-missing-found [27, 1578, 136, 1745]
capricorn-icon: ♑ [1322, 2125, 1336, 2139]
paragraph: চট্টগ্রাম প্রতিনিধি : বঙ্গোপসাগরের গভীরে লাইটার জাহাজডুবির ঘটনায় ১১ নাবিককে জীবিত উদ্ধার করা হয়েছে। শনিবার ভোরে এ দুর্ঘটনা ঘটে। [252, 146, 467, 187]
paragraph: হাওরের ধান তলিয়ে যাওয়ায় কৃষকরা চরম ক্ষতির মুখে পড়েছেন। অনেকে আধাপাকা ধান কেটে ঘরে তোলার চেষ্টা করছেন। [252, 538, 467, 580]
paragraph: স্থানীয়দের সঙ্গে পূর্ববিরোধের জের ধরে এ হামলার ঘটনা ঘটে বলে ধারণা করছে পুলিশ। আহত অবস্থায় তাকে ওসমানী মেডিকেল কলেজ হাসপাতালে নেওয়া হলে চিকিৎসক মৃত ঘোষণা করেন। [252, 1045, 467, 1101]
horoscope-header [1163, 1798, 1475, 1843]
paragraph: টাঙ্গাইল জেলা পুলিশ সুপার জানান, ঈদযাত্রা নির্বিঘ্ন করতে মহাসড়কে পুলিশের টহল জোরদার করা হয়েছে। এছাড়া বিভিন্ন পয়েন্টে কন্ট্রোল রুম স্থাপন করা হয়েছে। যেকোনো সমস্যায় যাত্রীদের পুলিশের সহায়তা নেওয়ার অনুরোধ জানান তিনি। [27, 499, 239, 569]
lucky-value: ৭ [1233, 1939, 1240, 1950]
paragraph: ইউরোপীয় ইউনিয়ন নতুন করে নিষেধাজ্ঞা আরোপের ঘোষণা দিয়েছে। এর ফলে আন্তর্জাতিক বাণিজ্যে প্রভাব পড়তে পারে বলে আশঙ্কা করা হচ্ছে। [480, 1429, 934, 1455]
paragraph: পুলিশ জানায়, বিষয়টি গুরুত্বের সঙ্গে তদন্ত করা হচ্ছে। নিখোঁজ ব্যক্তির সন্ধান পেতে প্রযুক্তির সহায়তা নেওয়া হচ্ছে। [27, 1670, 136, 1740]
divider [27, 1208, 239, 1209]
headline-jabbar-boli: জব্বারের বলী খেলা [69, 1215, 197, 1233]
article-chittagong-teen [1161, 676, 1473, 893]
zodiac-entry [1322, 2071, 1467, 2097]
taurus-icon: ♉ [1171, 2071, 1184, 2085]
continued-label: (শেষ পাতার পর) [328, 900, 391, 911]
paragraph: ভুক্তভোগী নারী থানায় মামলা দায়ের করেন। মামলার এজাহারে উল্লেখ করা হয়েছে, স্বামী বিদেশে থাকার সুযোগে শ্বশুর তাকে একাধিকবার নির্যাতন করেন। [1161, 989, 1473, 1016]
paragraph: স্থানীয়রা জানান, শিশুটি রাস্তা পার হওয়ার সময় দ্রুতগামী একটি ট্রাক তাকে চাপা দেয়। ঘটনাস্থলেই তার মৃত্যু হয়। [948, 1135, 1149, 1176]
paragraph: বাদ আসর জানাজা শেষে তাকে পারিবারিক কবরস্থানে দাফন করা হয়। [948, 647, 1149, 673]
paragraph: বেড়ে যায় দ্বিগুণের বেশি। তবে এবার তুলনামূলকভাবে দাম কিছুটা বেশি। বিক্রেতারা জানান, নতুন পোশাকের দাম বেশি হওয়ায় অনেকে পুরনো কাপড় মেরামত করে নিচ্ছেন। [27, 942, 239, 999]
lead-headline-line-2: একমঞ্চ হবে না : মান্না [560, 135, 854, 175]
paragraph: মূল ভর্তি পরীক্ষা হবে লিখিত পদ্ধতিতে। গণিত, পদার্থবিজ্ঞান ও রসায়ন থেকে প্রশ্ন থাকবে। প্রতিটি বিষয়ের জন্য নির্দিষ্ট নম্বর বরাদ্দ থাকবে। [480, 793, 934, 820]
zodiac-entry [1322, 2098, 1467, 2123]
article-lead [480, 190, 934, 585]
zodiac-text: কর্কট: পারিবারিক কাজে বাধা আসবে। যাত্রার পূর্বে সতর্ক থাকুন। [1188, 2139, 1305, 2161]
headline-sylhet-stab: সিলেটে ছুরিকাঘাতে [297, 1004, 423, 1023]
zodiac-wheel-icon [1169, 1801, 1213, 1845]
zodiac-text: বৃষ: কৃষি কাজে লাভ হবে। প্রেম জীবনে আনন্দ ও শুভ সংবাদ পাবেন। [1188, 2072, 1295, 2107]
lucky-item: শুভ রং : মুক্তা [1188, 1927, 1238, 1937]
zodiac-entry [1171, 2165, 1315, 2190]
paragraph: খনন কাজ তদারকির দায়িত্বে থাকা কর্মকর্তা বলেন, এখানে আরও গুরুত্বপূর্ণ নিদর্শন পাওয়ার সম্ভাবনা রয়েছে। আগামীতে খনন কাজ আরও সম্প্রসারিত করা হবে। [480, 1791, 934, 1818]
paragraph: র‍্যাব জানায়, তাদের কাছ থেকে জিজ্ঞাসাবাদে গুরুত্বপূর্ণ তথ্য পাওয়া গেছে। এ চক্রের সঙ্গে জড়িত অন্যদেরও শনাক্তের চেষ্টা চলছে। [480, 1184, 934, 1210]
paragraph: নিখোঁজ রাজিদ আহমেদের পরিবারের সদস্যরা জানান, দীর্ঘদিন ধরে তার কোনো খোঁজ মেলেনি। স্থানীয় থানায় সাধারণ ডায়েরি করা হলেও কোনো অগ্রগতি হয়নি। [27, 1579, 136, 1665]
lucky-value: রবিবার, রবি ও এমিথিস্ট [1226, 1952, 1311, 1962]
masthead-divider [239, 40, 241, 77]
article-eid-old [27, 942, 239, 1062]
missing-person-block [27, 1578, 239, 1746]
lucky-label: শুভ রং [1188, 1927, 1214, 1937]
paragraph: চালক সাইফুল ইসলাম জানান, যমুনা সেতু থেকে টাঙ্গাইল পর্যন্ত আসতে সময় লেগেছে চার ঘণ্টা। এর আগে এই পথ পাড়ি দিতে সময় লাগত এক ঘণ্টা। ঈদকে সামনে রেখে যানজট নিরসনে পুলিশ সদস্য বাড়ানো হয়েছে। [27, 362, 239, 433]
headline-missing-found: খোঁজ মিলছে সেই [76, 1538, 190, 1557]
page-number: ১১ [1401, 35, 1487, 79]
headline-war-stop: কথায় যুদ্ধ বন্ধ [651, 1240, 764, 1264]
aquarius-icon: ♒ [1322, 2152, 1336, 2165]
paragraph: বিজ্ঞপ্তিতে বলা হয়েছে, উচ্চমাধ্যমিক পরীক্ষায় পদার্থবিজ্ঞান, রসায়ন ও গণিতে প্রাপ্ত মোট নম্বরের ভিত্তিতে প্রাথমিক বাছাই করা হবে। প্রাথমিক বাছাইয়ে উত্তীর্ণ প্রার্থীরা প্রিলিমিনারি পরীক্ষায় অংশ নিতে পারবেন। [480, 700, 934, 726]
paragraph: তিনি বলেন, ক্ষমতাসীনরা নানাভাবে বিরোধী দলকে দমন করতে চাইছে। কিন্তু জনগণের আন্দোলন কোনোভাবেই দমিয়ে রাখা যাবে না। [480, 379, 934, 405]
article-two-murder [480, 1530, 934, 1670]
scorpio-icon: ♏ [1322, 2071, 1336, 2085]
continued-label: (শেষ পাতার পর) [675, 1512, 739, 1524]
paragraph: স্থানীয় জনপ্রতিনিধিরা ঘটনাস্থল পরিদর্শন করেছেন এবং দোষীদের শাস্তির আশ্বাস দিয়েছেন। [1161, 346, 1473, 373]
paragraph: পুলিশ জানায়, দুর্ঘটনায় জড়িত যানবাহন শনাক্তের চেষ্টা চলছে। [252, 837, 467, 864]
divider [252, 617, 467, 618]
paragraph: জাতিসংঘের মানবিক বিষয়ক কার্যালয় জানিয়েছে, লাখো মানুষ বাস্তুচ্যুত হয়েছে। তাদের জন্য জরুরি সহায়তা প্রয়োজন। [487, 1460, 924, 1472]
paragraph: করেছেন। তিনি জানান, এ ঘটনায় নিহতের স্বজনরা বাদী হয়ে থানায় মামলা দায়ের করেন। মামলার তদন্ত শেষে পুলিশ আদালতে অভিযোগপত্র জমা দেয়। [480, 1531, 934, 1558]
virgo-icon: ♍ [1171, 2191, 1184, 2205]
continued-label: (শেষ পাতার পর) [675, 1709, 739, 1721]
paragraph: তার মৃত্যুতে উপজেলার বিভিন্ন সামাজিক ও রাজনৈতিক সংগঠন গভীর শোক প্রকাশ করেছে। [948, 382, 1149, 409]
issue-date: রোববার ৪ বৈশাখ ১৪২৯ : ১৭ এপ্রিল ২০২২ [252, 50, 584, 71]
divider [1161, 899, 1473, 900]
headline-sonatola: সোনাতলায় বিশিষ্ট ব্যবসায়ী কমর উদ্দিনের ইন্তেকাল, শোক [949, 832, 1147, 871]
paragraph: পুলিশের ঊর্ধ্বতন কর্মকর্তারা ঘটনাস্থল পরিদর্শন করেছেন এবং দ্রুত আসামিদের গ্রেপ্তারের আশ্বাস দিয়েছেন। [1161, 865, 1473, 892]
paragraph: থাকায় গাড়ির চাপ বাড়লেই যানজটের সৃষ্টি হয়। সেই জট কখনও কখনও উপজেলা পর্যন্ত গড়ে পৌঁছায়। আবার সেতুতে টোল দিতে গিয়েও যানজট লেগে যায়। বঙ্গবন্ধু সেতু টোল প্লাজা সড়ক জানায়, স্বাভাবিক অবস্থায় প্রতিদিন ১১/১২ হাজার যানবাহন সেতু পারাপার হয়। [27, 136, 239, 207]
column-rule [245, 92, 246, 2411]
obituary-photo-3 [948, 685, 1149, 828]
continued-label: (শেষ পাতার পর) [675, 1267, 739, 1279]
paragraph: কৃষি বিভাগ জানায়, ক্ষতিগ্রস্ত কৃষকদের তালিকা তৈরি করা হচ্ছে। সরকারি সহায়তা দেওয়া হবে। [252, 584, 467, 611]
paragraph: আহতদের পরিবারের সদস্যরা জানান, হামলাকারীরা প্রভাবশালী হওয়ায় তারা নিরাপত্তাহীনতায় ভুগছেন। প্রশাসনের কাছে নিরাপত্তা চেয়েছেন তারা। [1161, 315, 1473, 342]
lucky-item: শুভ বার : রবিবার, রবি ও এমিথিস্ট [1188, 1952, 1311, 1962]
paragraph: জাতিসংঘের মহাসচিব বলেন, বেসামরিক মানুষের জীবন রক্ষায় অবিলম্বে সংঘাত বন্ধ করতে হবে। মানবিক সহায়তা পৌঁছে দিতে নিরাপদ করিডোর খোলার আহ্বান জানান তিনি। [480, 1335, 934, 1362]
zodiac-text: মিথুন: ব্যবসায় নতুন সুযোগ পাবেন। আর্থিক বিষয়ে সাবধানতা প্রয়োজন। [1188, 2112, 1312, 2134]
article-khilkhet [480, 1048, 934, 1094]
headline-ship-sink: ১১ নাবিক উদ্ধার [291, 118, 428, 142]
article-english-medium [1161, 434, 1473, 604]
article-haor-paddy [252, 537, 467, 612]
lucky-item: শুভ সংখ্যা : ৭ [1188, 1939, 1240, 1950]
paragraph: বর্তমানে এটি দেশের অন্যতম ঐতিহ্যবাহী ক্রীড়া আয়োজন হিসেবে পরিচিত। প্রতিযোগিতায় বিজয়ীদের পুরস্কার হিসেবে ট্রফি ও নগদ অর্থ দেওয়া হয়। [27, 1483, 239, 1525]
